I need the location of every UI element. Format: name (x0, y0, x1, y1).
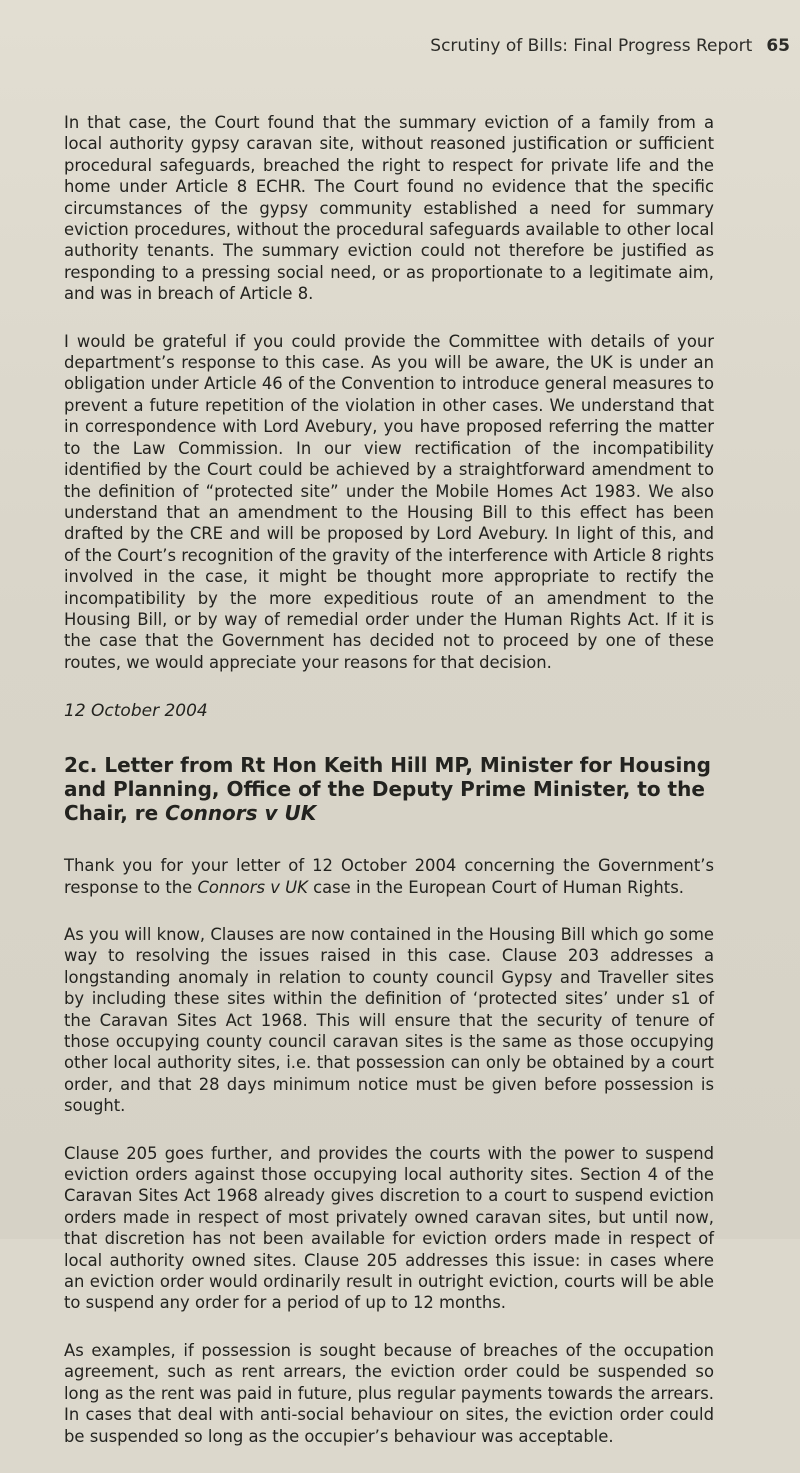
paragraph-thanks (64, 855, 714, 898)
thanks-text-end: case in the European Court of Human Rights. (307, 877, 684, 897)
paragraph-clause-205: Clause 205 goes further, and provides the courts with the power to suspend eviction orders against those occupying local authority sites. Section 4 of the Caravan Sites Act 1968 already gives discretion to a court to suspend eviction orders made in respect of most privately owned caravan sites, but until now, that discretion has not been available for eviction orders made in respect of local authority owned sites. Clause 205 addresses this issue: in cases where an eviction order would ordinarily result in outright eviction, courts will be able to suspend any order for a period of up to 12 months. (64, 1143, 714, 1313)
section-heading (64, 753, 714, 825)
section-heading-case: Connors v UK (165, 801, 317, 826)
letter-date: 12 October 2004 (64, 701, 208, 722)
paragraph-connors-summary: In that case, the Court found that the summary eviction of a family from a local authority gypsy caravan site, without reasoned justification or sufficient procedural safeguards, breached the right to respect for private life and the home under Article 8 ECHR. The Court found no evidence that the specific circumstances of the gypsy community established a need for summary eviction procedures, without the procedural safeguards available to other local authority tenants. The summary eviction could not therefore be justified as responding to a pressing social need, or as proportionate to a legitimate aim, and was in breach of Article 8. (64, 113, 714, 304)
thanks-case-name: Connors v UK (197, 877, 308, 897)
section-heading-text: 2c. Letter from Rt Hon Keith Hill MP, Minister for Housing and Planning, Office of the Deputy Prime Minister, to the Chair, re (64, 753, 711, 826)
document-body (64, 112, 714, 1473)
paragraph-examples: As examples, if possession is sought because of breaches of the occupation agreement, such as rent arrears, the eviction order could be suspended so long as the rent was paid in future, plus regular payments towards the arrears. In cases that deal with anti-social behaviour on sites, the eviction order could be suspended so long as the occupier’s behaviour was acceptable. (64, 1340, 714, 1446)
thanks-text-start: Thank you for your letter of 12 October 2004 concerning the Government’s response to the (64, 856, 714, 897)
running-title: Scrutiny of Bills: Final Progress Report (430, 36, 753, 56)
paragraph-clause-203: As you will know, Clauses are now contained in the Housing Bill which go some way to resolving the issues raised in this case. Clause 203 addresses a longstanding anomaly in relation to county council Gypsy and Traveller sites by including these sites within the definition of ‘protected sites’ under s1 of the Caravan Sites Act 1968. This will ensure that the security of tenure of those occupying county council caravan sites is the same as those occupying other local authority sites, i.e. that possession can only be obtained by a court order, and that 28 days minimum notice must be given before possession is sought. (64, 924, 714, 1116)
page-number: 65 (766, 36, 790, 56)
running-header (430, 36, 790, 56)
paragraph-request: I would be grateful if you could provide the Committee with details of your department’s response to this case. As you will be aware, the UK is under an obligation under Article 46 of the Convention to introduce general measures to prevent a future repetition of the violation in other cases. We understand that in correspondence with Lord Avebury, you have proposed referring the matter to the Law Commission. In our view rectification of the incompatibility identified by the Court could be achieved by a straightforward amendment to the definition of “protected site” under the Mobile Homes Act 1983. We also understand that an amendment to the Housing Bill to this effect has been drafted by the CRE and will be proposed by Lord Avebury. In light of this, and of the Court’s recognition of the gravity of the interference with Article 8 rights involved in the case, it might be thought more appropriate to rectify the incompatibility by the more expeditious route of an amendment to the Housing Bill, or by way of remedial order under the Human Rights Act. If it is the case that the Government has decided not to proceed by one of these routes, we would appreciate your reasons for that decision. (64, 331, 714, 672)
